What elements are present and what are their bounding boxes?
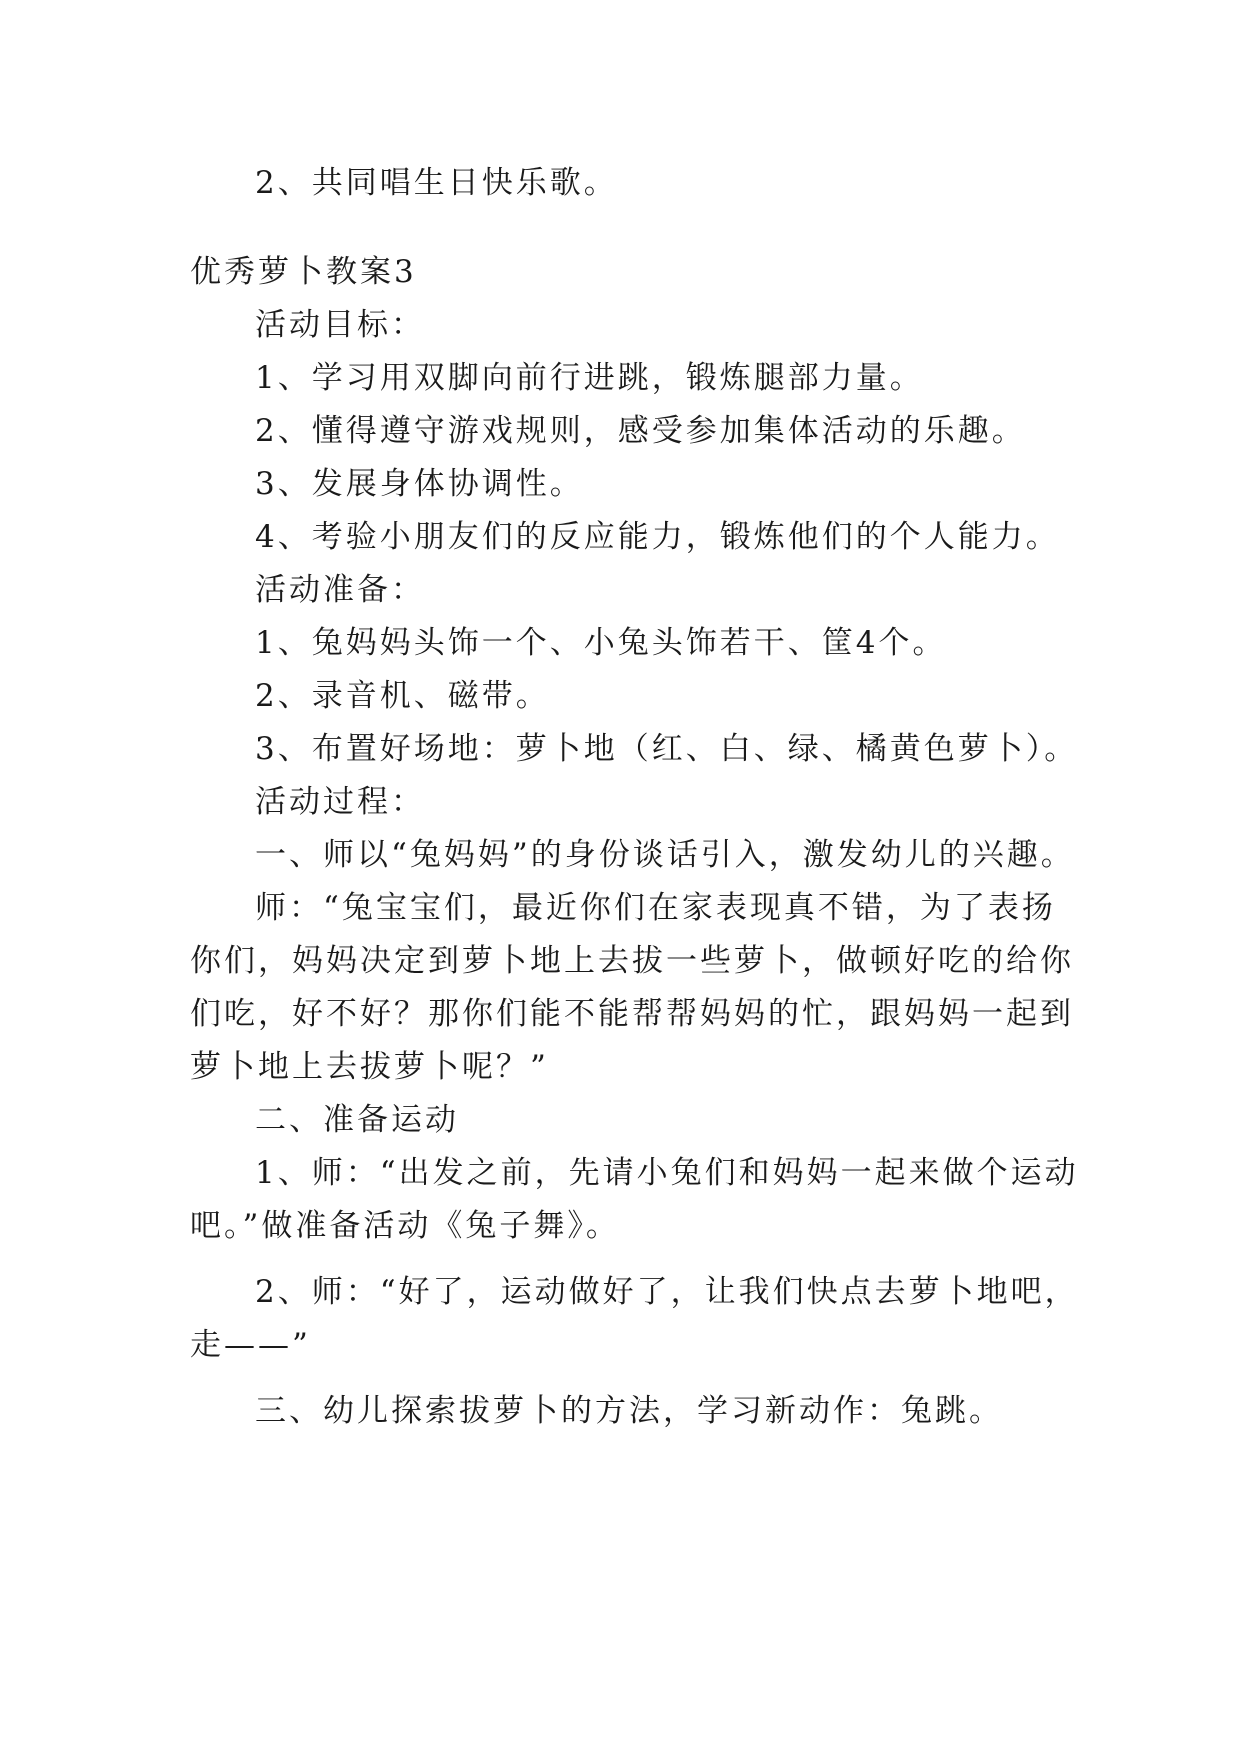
paragraph-line: 1、师：“出发之前，先请小兔们和妈妈一起来做个运动 bbox=[255, 1155, 1079, 1191]
paragraph-line: 你们，妈妈决定到萝卜地上去拔一些萝卜，做顿好吃的给你 bbox=[190, 943, 1074, 979]
paragraph-line: 们吃，好不好？那你们能不能帮帮妈妈的忙，跟妈妈一起到 bbox=[190, 996, 1074, 1032]
paragraph-line: 师：“兔宝宝们，最近你们在家表现真不错，为了表扬 bbox=[255, 890, 1056, 926]
paragraph-line: 2、共同唱生日快乐歌。 bbox=[255, 165, 618, 201]
paragraph-line: 活动准备： bbox=[255, 572, 425, 608]
paragraph-line: 1、兔妈妈头饰一个、小兔头饰若干、筐4个。 bbox=[255, 625, 947, 661]
paragraph-line: 4、考验小朋友们的反应能力，锻炼他们的个人能力。 bbox=[255, 519, 1060, 555]
paragraph-line: 1、学习用双脚向前行进跳，锻炼腿部力量。 bbox=[255, 360, 924, 396]
paragraph-line: 3、布置好场地：萝卜地（红、白、绿、橘黄色萝卜）。 bbox=[255, 731, 1079, 767]
paragraph-line: 一、师以“兔妈妈”的身份谈话引入，激发幼儿的兴趣。 bbox=[255, 837, 1075, 873]
paragraph-line: 2、师：“好了，运动做好了，让我们快点去萝卜地吧， bbox=[255, 1274, 1079, 1310]
paragraph-line: 走——” bbox=[190, 1327, 311, 1363]
paragraph-line: 活动过程： bbox=[255, 784, 425, 820]
section-heading: 优秀萝卜教案3 bbox=[190, 254, 417, 290]
paragraph-line: 吧。”做准备活动《兔子舞》。 bbox=[190, 1208, 620, 1244]
paragraph-line: 萝卜地上去拔萝卜呢？” bbox=[190, 1049, 549, 1085]
paragraph-line: 三、幼儿探索拔萝卜的方法，学习新动作：兔跳。 bbox=[255, 1393, 1003, 1429]
paragraph-line: 3、发展身体协调性。 bbox=[255, 466, 584, 502]
paragraph-line: 二、准备运动 bbox=[255, 1102, 459, 1138]
paragraph-line: 2、录音机、磁带。 bbox=[255, 678, 550, 714]
paragraph-line: 2、懂得遵守游戏规则，感受参加集体活动的乐趣。 bbox=[255, 413, 1026, 449]
paragraph-line: 活动目标： bbox=[255, 307, 425, 343]
